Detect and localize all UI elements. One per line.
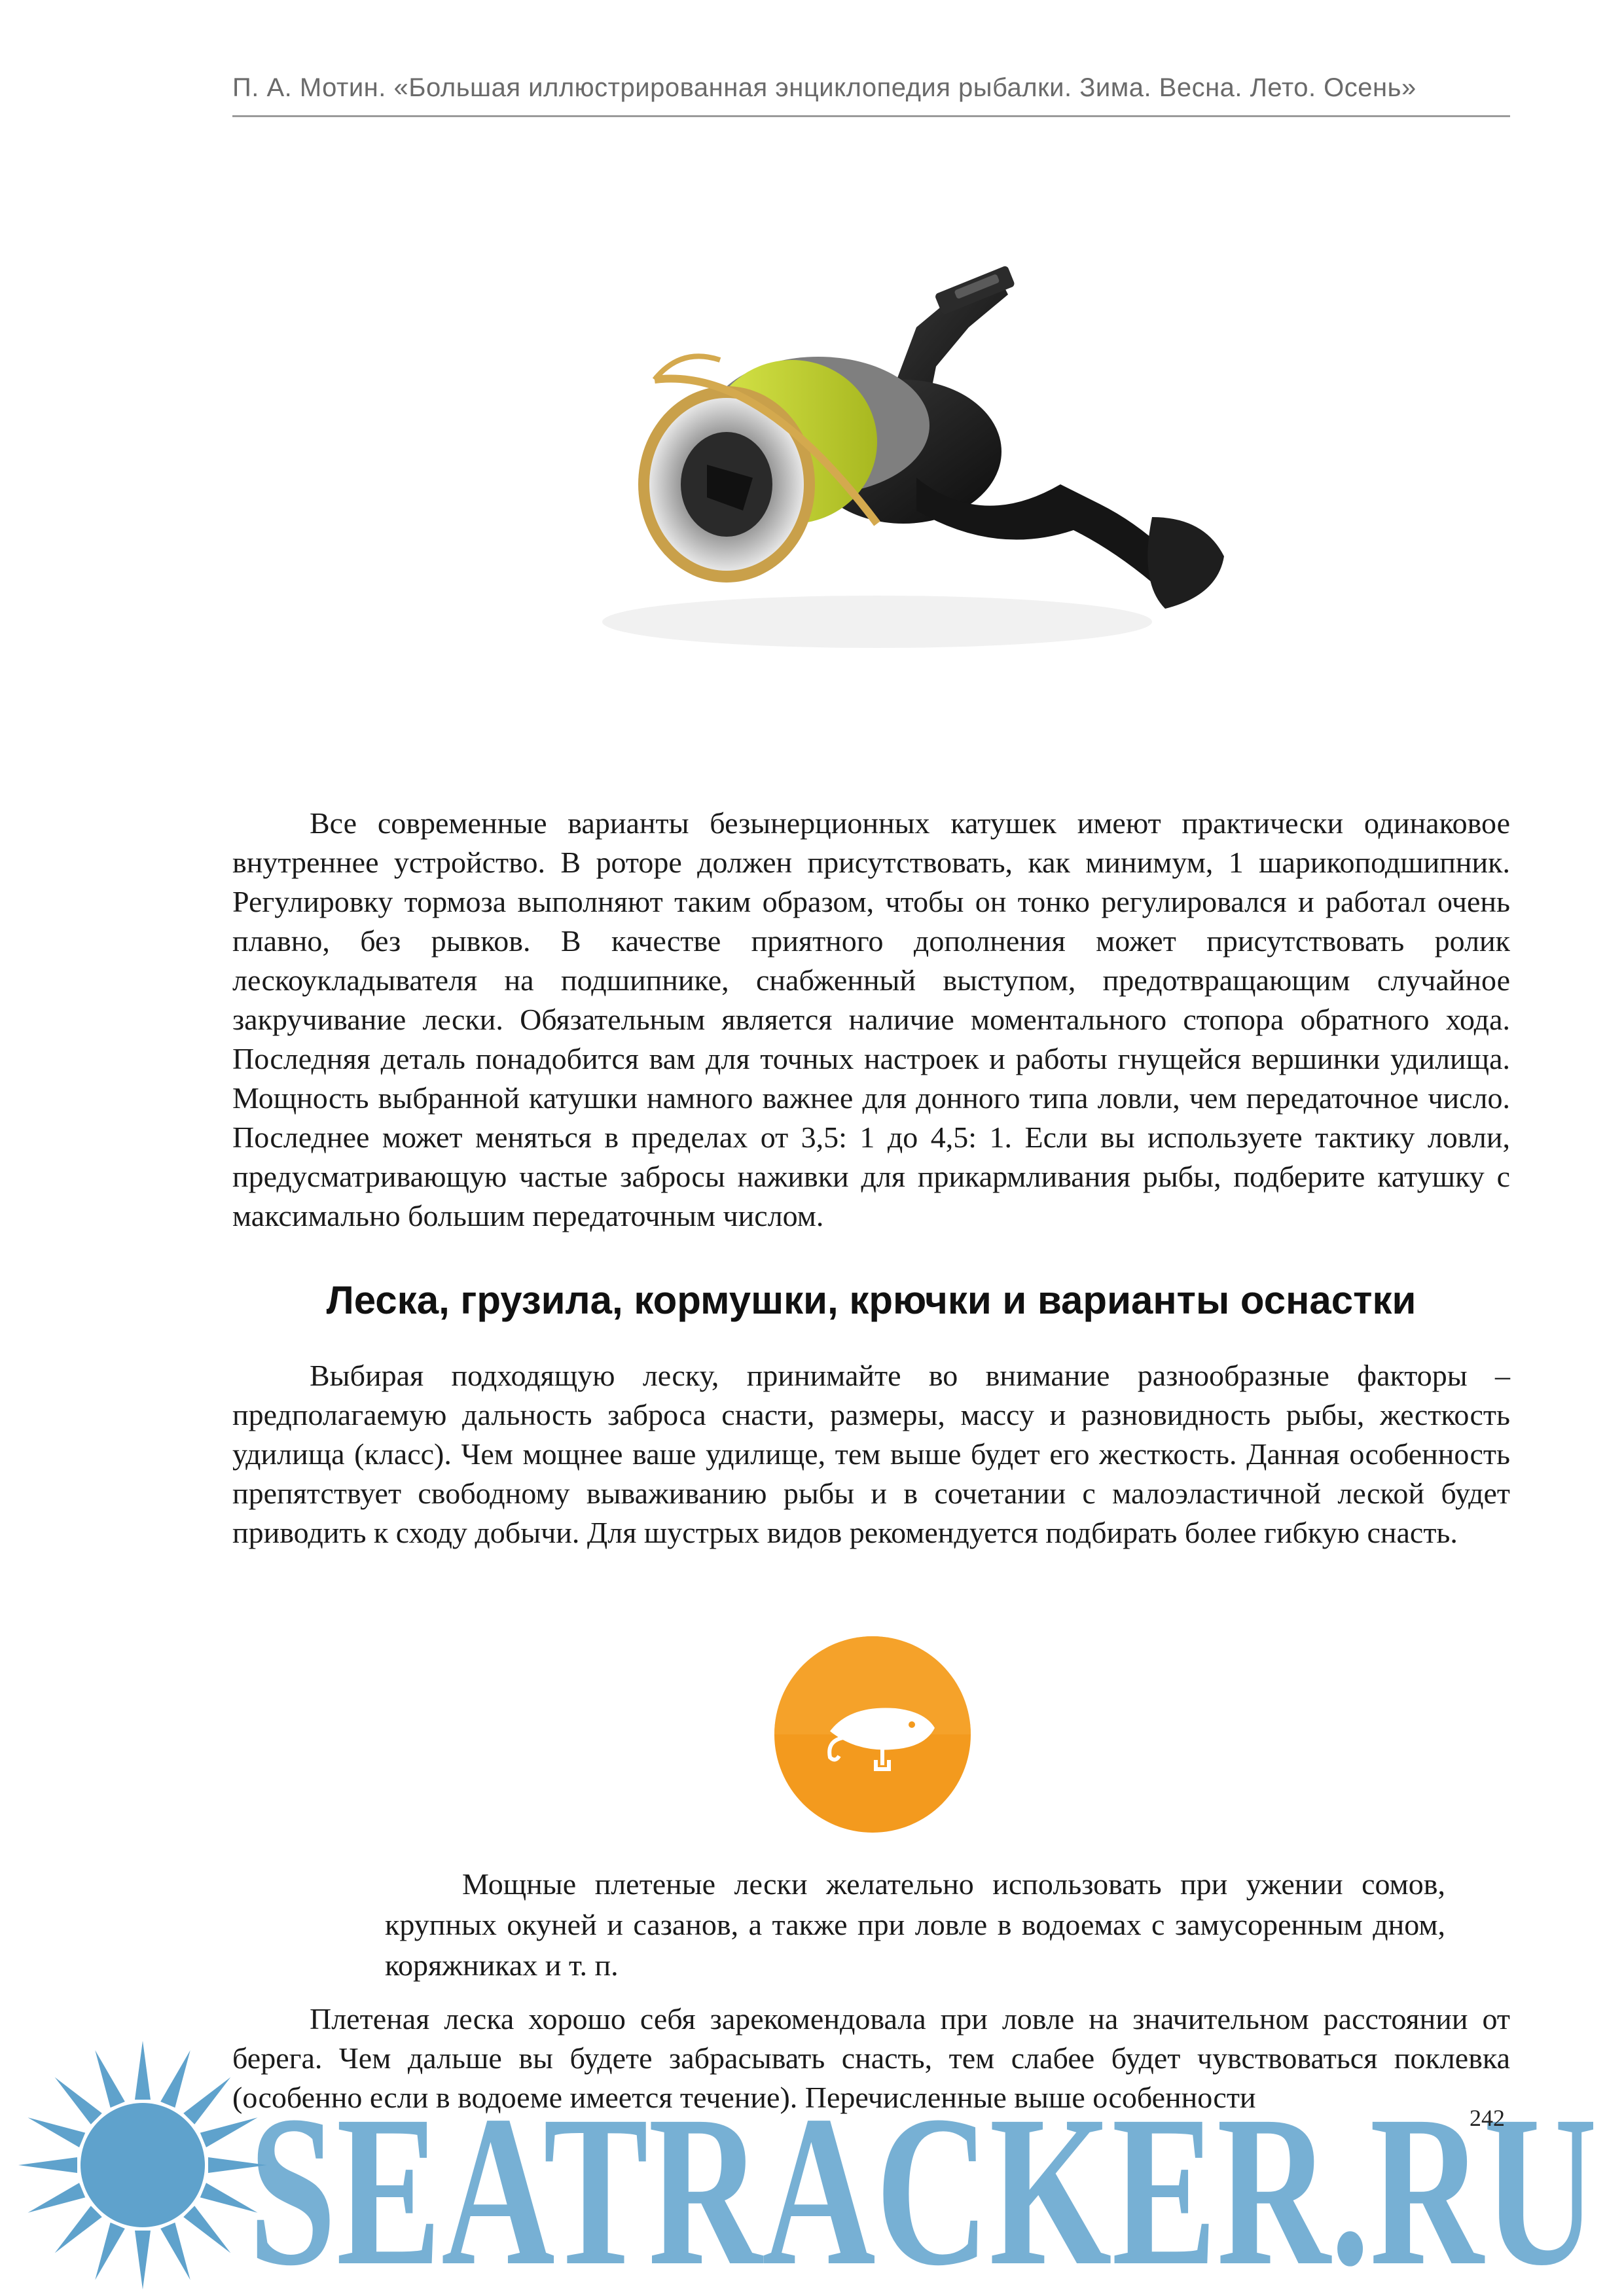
watermark-text: SEATRACKER.RU [249,2072,1597,2296]
paragraph-braided-line: Плетеная леска хорошо себя зарекомендовала при ловле на значительном расстоянии от берега. Чем дальше вы будете забрасывать снасть, тем слабее будет чувствоваться поклевка (особенно если в водоеме имеется течение). Перечисленные выше особенности [232,2002,1510,2114]
watermark [249,2047,1610,2296]
paragraph-reel-design: Все современные варианты безынерционных катушек имеют практически одинаковое внутреннее устройство. В роторе должен присутствовать, как минимум, 1 шарикоподшипник. Регулировку тормоза выполняют таким образом, чтобы он тонко регулировался и работал очень плавно, без рывков. В качестве приятного дополнения может присутствовать ролик лескоукладывателя на подшипнике, снабженный выступом, предотвращающим случайное закручивание лески. Обязательным является наличие моментального стопора обратного хода. Последняя деталь понадобится вам для точных настроек и работы гнущейся вершинки удилища. Мощность выбранной катушки намного важнее для донного типа ловли, чем передаточное число. Последнее может меняться в пределах от 3,5: 1 до 4,5: 1. Если вы используете тактику ловли, предусматривающую частые забросы наживки для прикармливания рыбы, подберите катушку с максимально большим передаточным числом. [232,806,1510,1232]
header-divider [232,115,1510,117]
section-heading: Леска, грузила, кормушки, крючки и варианты оснастки [326,1278,1416,1322]
spinning-reel-photo [511,216,1276,713]
tip-callout: Мощные плетеные лески желательно использовать при ужении сомов, крупных окуней и сазанов, а также при ловле в водоемах с замусоренным дном, коряжниках и т. п. [385,1867,1445,1982]
paragraph-line-selection: Выбирая подходящую леску, принимайте во внимание разнообразные факторы – предполагаемую дальность заброса снасти, размеры, массу и разновидность рыбы, жесткость удилища (класс). Чем мощнее ваше удилище, тем выше будет его жесткость. Данная особенность препятствует свободному вываживанию рыбы и в сочетании с малоэластичной леской будет приводить к сходу добычи. Для шустрых видов рекомендуется подбирать более гибкую снасть. [232,1359,1510,1549]
fishing-lure-icon [771,1633,974,1836]
running-header: П. А. Мотин. «Большая иллюстрированная энциклопедия рыбалки. Зима. Весна. Лето. Осень» [232,73,1416,102]
sun-logo-icon [12,2034,274,2296]
page-number: 242 [1470,2105,1505,2131]
